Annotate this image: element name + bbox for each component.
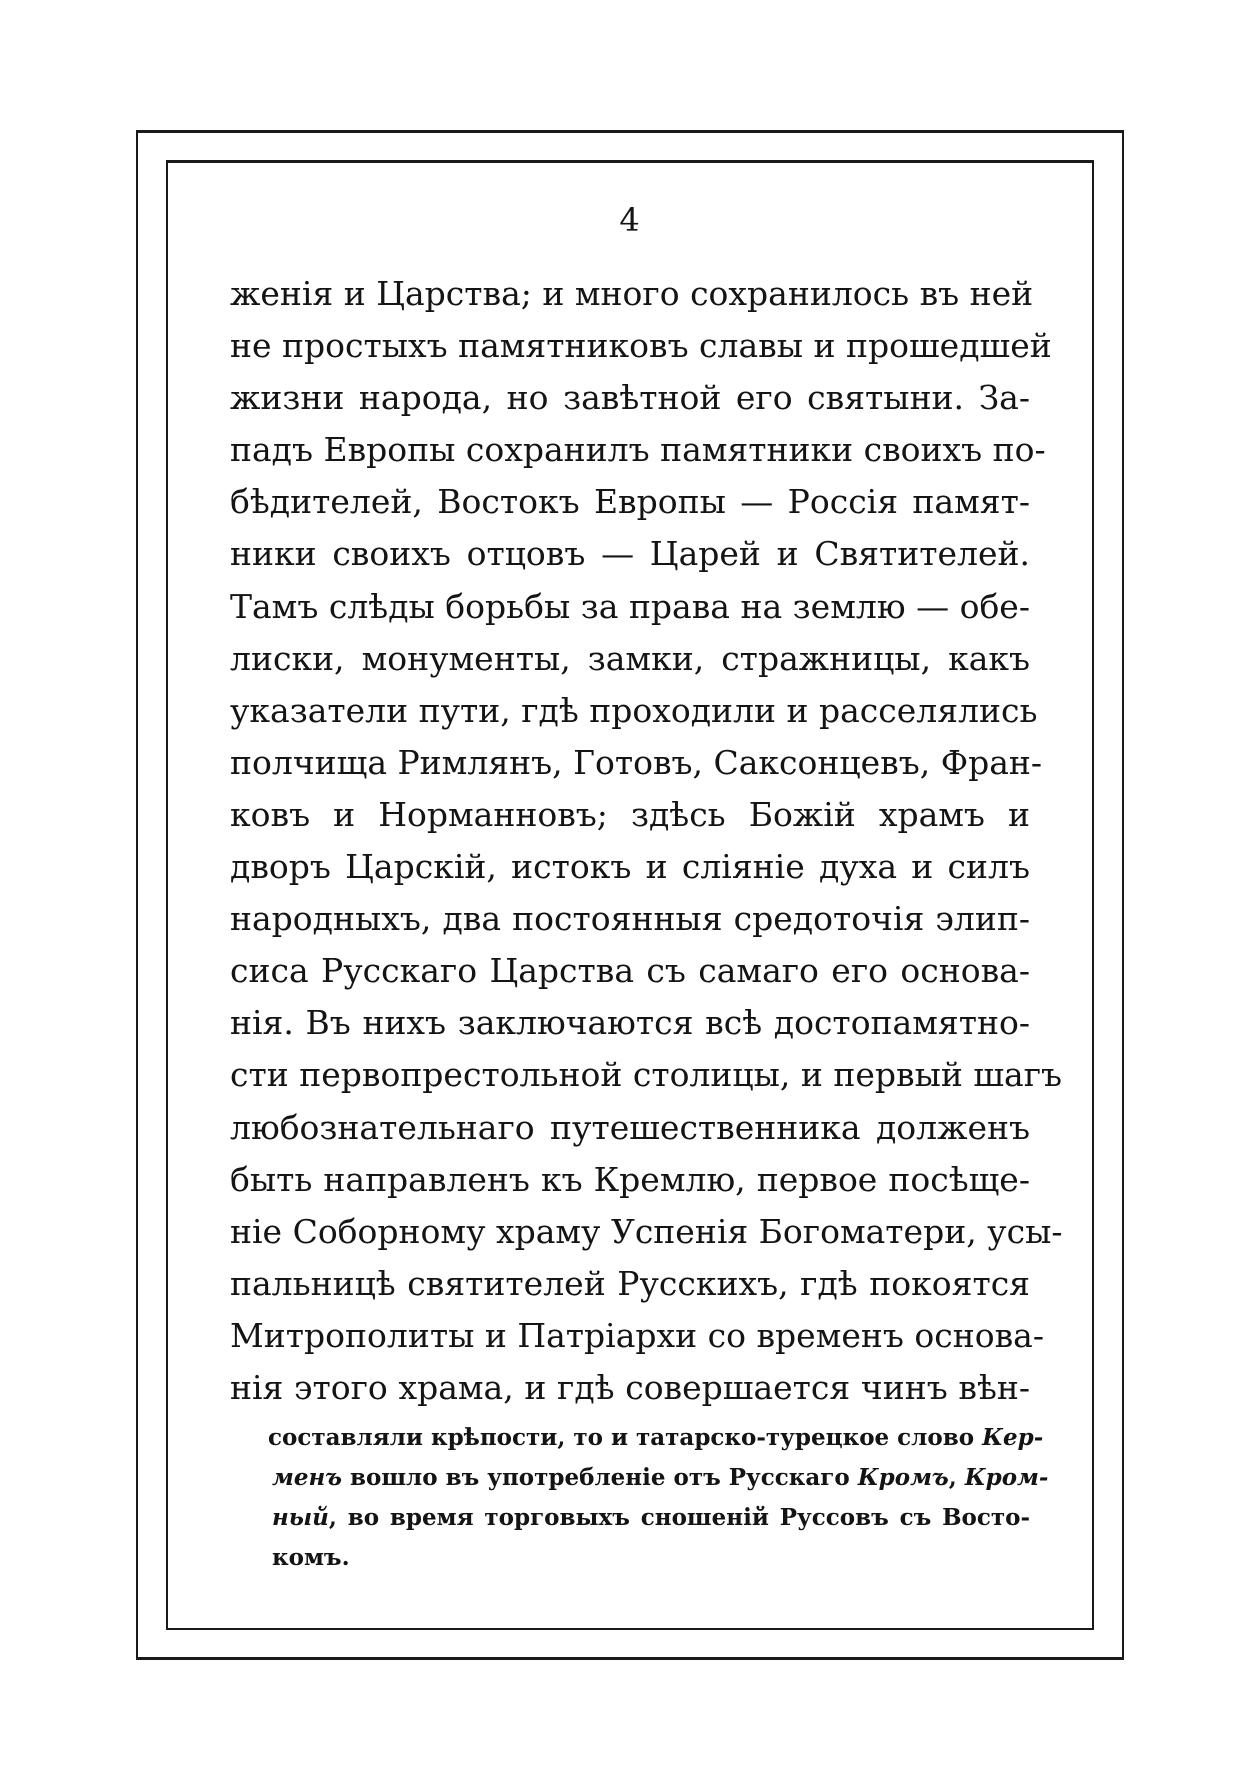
footnote-italic-word: Кром- — [964, 1464, 1049, 1491]
footnote-text: составляли крѣпости, то и татарско-турецкое слово — [268, 1424, 983, 1451]
footnote-line: комъ. — [272, 1544, 350, 1571]
text-line: ніе Соборному храму Успенія Богоматери, усы- — [230, 1211, 1063, 1251]
text-line: не простыхъ памятниковъ славы и прошедшей — [230, 326, 1052, 366]
text-line: нія этого храма, и гдѣ совершается чинъ вѣн- — [230, 1367, 1030, 1407]
text-line: дворъ Царскій, истокъ и сліяніе духа и силъ — [230, 847, 1030, 887]
text-line: бѣдителей, Востокъ Европы — Россія памят- — [230, 482, 1030, 522]
text-line: быть направленъ къ Кремлю, первое посѣще- — [230, 1159, 1030, 1199]
text-line: народныхъ, два постоянныя средоточія элип- — [230, 899, 1030, 939]
text-line: полчища Римлянъ, Готовъ, Саксонцевъ, Фран- — [230, 742, 1043, 782]
text-line: лиски, монументы, замки, стражницы, какъ — [230, 638, 1030, 678]
footnote-text: , во время торговыхъ сношеній Руссовъ съ Восто- — [328, 1504, 1030, 1531]
footnote-line — [268, 1418, 1044, 1458]
footnote-italic-word: Кер- — [982, 1424, 1044, 1451]
text-line: жизни народа, но завѣтной его святыни. За- — [230, 378, 1030, 418]
text-line: ники своихъ отцовъ — Царей и Святителей. — [230, 534, 1030, 574]
text-line: указатели пути, гдѣ проходили и расселялись — [230, 690, 1038, 730]
text-line: ковъ и Норманновъ; здѣсь Божій храмъ и — [230, 794, 1030, 834]
footnote-text: вошло въ употребленіе отъ Русскаго — [342, 1464, 858, 1491]
footnote — [268, 1418, 1049, 1578]
text-line: Митрополиты и Патріархи со временъ основа- — [230, 1315, 1044, 1355]
text-line: женія и Царства; и много сохранилось въ ней — [230, 274, 1034, 313]
text-line: пальницѣ святителей Русскихъ, гдѣ покоятся — [230, 1263, 1030, 1303]
page-number: 4 — [619, 201, 640, 239]
text-line: сиса Русскаго Царства съ самаго его основа- — [230, 951, 1030, 991]
text-line: падъ Европы сохранилъ памятники своихъ по- — [230, 430, 1046, 470]
footnote-italic-word: ный — [272, 1504, 329, 1531]
text-line: любознательнаго путешественника долженъ — [230, 1107, 1030, 1147]
footnote-line — [272, 1458, 1049, 1498]
footnote-italic-word: Кромъ — [857, 1464, 949, 1491]
main-text-block — [230, 268, 1063, 1414]
text-line: сти первопрестольной столицы, и первый шагъ — [230, 1055, 1062, 1095]
footnote-text: , — [948, 1464, 965, 1491]
text-line: Тамъ слѣды борьбы за права на землю — обе- — [230, 586, 1030, 626]
footnote-line — [272, 1498, 1030, 1538]
footnote-italic-word: менъ — [272, 1464, 342, 1491]
text-line: нія. Въ нихъ заключаются всѣ достопамятно- — [230, 1003, 1030, 1043]
